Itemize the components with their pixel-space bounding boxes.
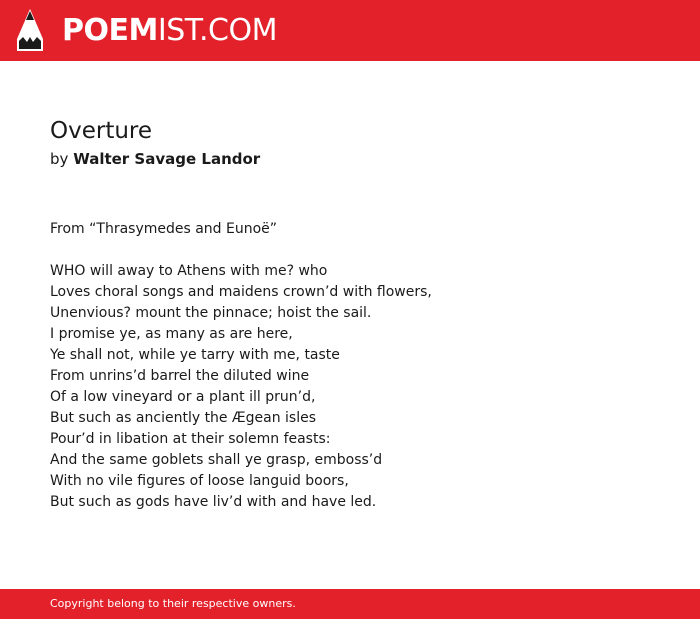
- poem-line: Ye shall not, while ye tarry with me, taste: [50, 347, 340, 363]
- poem-line: With no vile figures of loose languid boors,: [50, 473, 349, 489]
- poem-byline: [50, 148, 670, 170]
- site-header: [0, 0, 700, 61]
- poem-line: I promise ye, as many as are here,: [50, 326, 293, 342]
- poem-line: From unrins’d barrel the diluted wine: [50, 368, 310, 384]
- byline-prefix: by: [50, 150, 69, 168]
- poem-author: Walter Savage Landor: [73, 150, 261, 168]
- poem-line: WHO will away to Athens with me? who: [50, 263, 328, 279]
- poem-title: Overture: [50, 118, 153, 144]
- site-footer: [0, 589, 700, 619]
- poem-line: But such as gods have liv’d with and have led.: [50, 494, 377, 510]
- poem-line: And the same goblets shall ye grasp, emboss’d: [50, 452, 383, 468]
- poem-line: Pour’d in libation at their solemn feasts:: [50, 431, 331, 447]
- poem-source: From “Thrasymedes and Eunoë”: [50, 221, 278, 237]
- poem-line: Loves choral songs and maidens crown’d with flowers,: [50, 284, 432, 300]
- poem-line: Of a low vineyard or a plant ill prun’d,: [50, 389, 316, 405]
- poem-line: Unenvious? mount the pinnace; hoist the sail.: [50, 305, 372, 321]
- pencil-logo-icon[interactable]: [16, 9, 44, 51]
- logo-text-bold: POEM: [62, 13, 158, 48]
- poem-heading: [50, 116, 670, 170]
- poem-body: [50, 261, 432, 513]
- logo-text-light: IST.COM: [157, 13, 277, 48]
- poem-line: But such as anciently the Ægean isles: [50, 410, 317, 426]
- site-logo-text[interactable]: [62, 11, 277, 51]
- copyright-notice: Copyright belong to their respective owners.: [50, 597, 296, 610]
